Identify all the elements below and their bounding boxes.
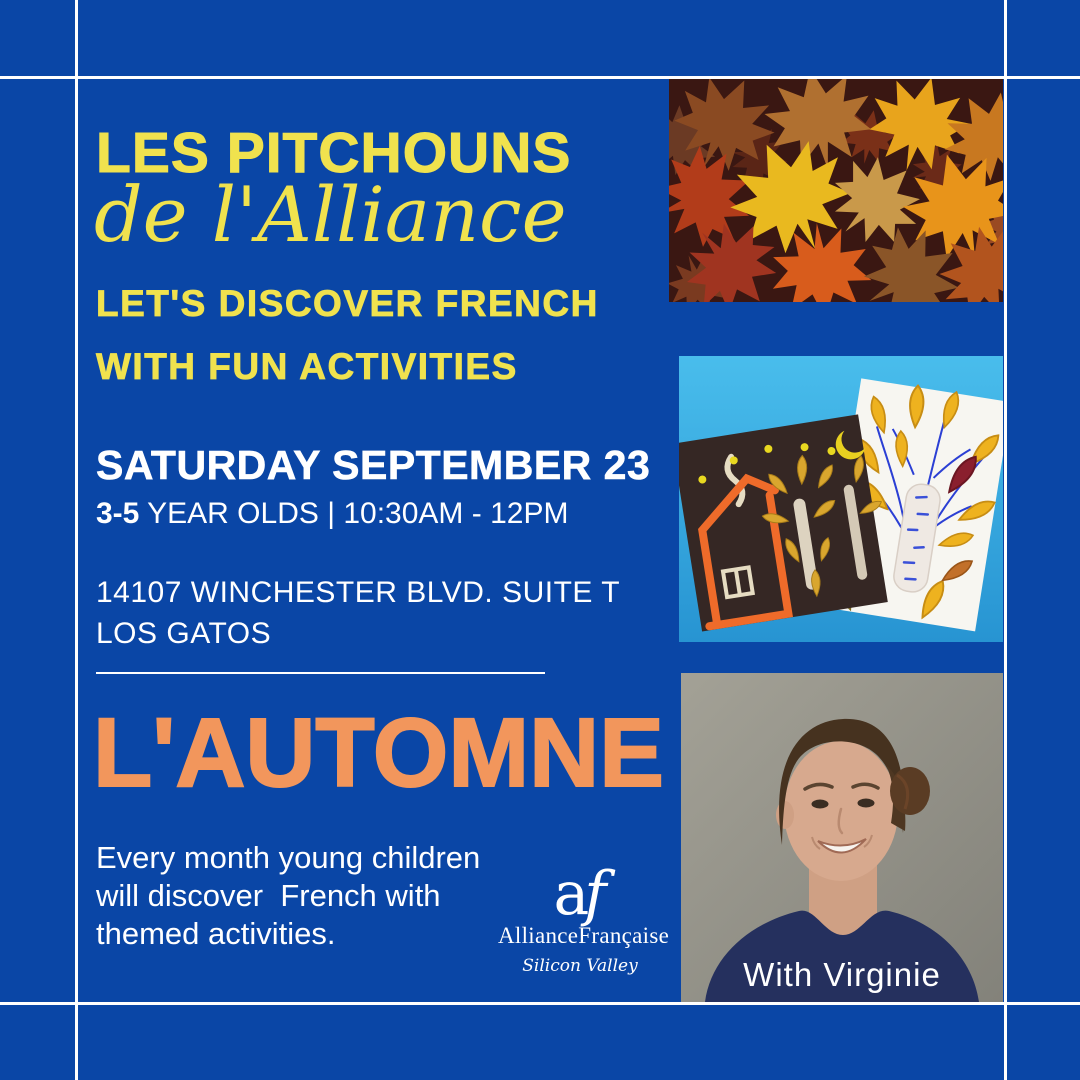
tagline-line-1: LET'S DISCOVER FRENCH — [96, 283, 599, 324]
tagline-line-2: WITH FUN ACTIVITIES — [96, 346, 518, 387]
event-age-time — [96, 497, 568, 531]
af-chapter-name: Silicon Valley — [522, 956, 638, 976]
theme-title: L'AUTOMNE — [93, 698, 664, 807]
autumn-leaves-photo — [669, 79, 1003, 302]
children-leaf-craft-photo — [679, 356, 1003, 642]
frame-line-left — [75, 0, 78, 1080]
af-org-name: AllianceFrançaise — [498, 923, 670, 948]
frame-line-right — [1004, 0, 1007, 1080]
description-line-3: themed activities. — [96, 916, 336, 951]
af-monogram-icon: af — [553, 859, 607, 929]
description-line-2: will discover French with — [96, 878, 441, 913]
event-address-line-1: 14107 WINCHESTER BLVD. SUITE T — [96, 576, 621, 609]
instructor-caption: With Virginie — [743, 956, 941, 993]
frame-line-bottom — [0, 1002, 1080, 1005]
description-paragraph — [96, 839, 480, 953]
event-date: SATURDAY SEPTEMBER 23 — [96, 442, 651, 488]
event-address-line-2: LOS GATOS — [96, 617, 272, 650]
event-age-range: 3-5 — [96, 497, 140, 530]
event-age-time-rest: YEAR OLDS | 10:30AM - 12PM — [139, 497, 569, 530]
description-line-1: Every month young children — [96, 840, 481, 875]
poster-title: LES PITCHOUNS — [96, 121, 572, 185]
instructor-portrait-photo — [681, 673, 1003, 1002]
divider-line — [96, 672, 545, 674]
alliance-francaise-logo — [498, 859, 670, 976]
poster-subtitle-script: de l'Alliance — [94, 170, 567, 259]
